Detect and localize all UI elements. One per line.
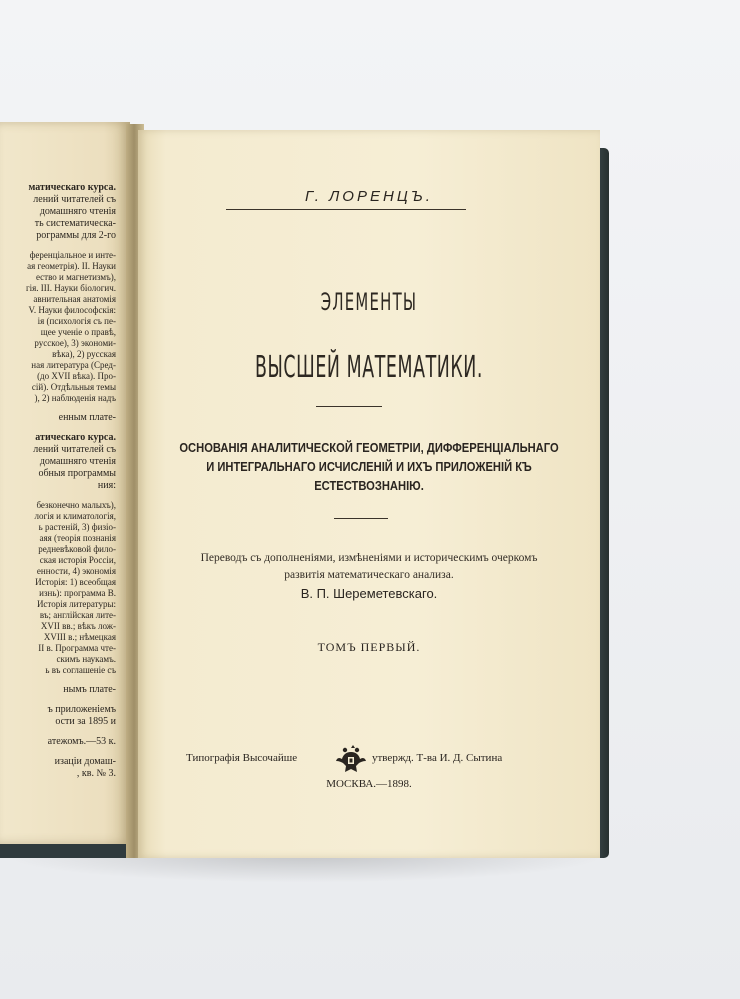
left-page-line: атическаго курса. (35, 432, 116, 443)
left-page-line: скимъ наукамъ. (56, 654, 116, 664)
left-page-line (0, 676, 116, 684)
left-page-line: русское), 3) экономи- (34, 338, 116, 348)
left-page-line: нымъ плате- (63, 684, 116, 695)
left-page-line: въ; англійская лите- (39, 610, 116, 620)
left-page-line: матическаго курса. (28, 182, 116, 193)
printer-right: утвержд. Т-ва И. Д. Сытина (372, 752, 503, 764)
divider-rule-1 (316, 406, 382, 407)
left-page-line: XVIII в.; нѣмецкая (43, 632, 116, 642)
left-page-line: енности, 4) экономія (36, 566, 116, 576)
left-page-line: гія. III. Науки біологич. (25, 283, 116, 293)
divider-rule-2 (334, 518, 388, 519)
left-page-line: логія и климатологія, (34, 511, 116, 521)
left-page-line: ости за 1895 и (55, 716, 116, 727)
left-page-line: лений читателей съ (33, 194, 116, 205)
volume-label: ТОМЪ ПЕРВЫЙ. (317, 640, 421, 654)
left-page-line (0, 748, 116, 756)
left-page-line: вѣка), 2) русская (52, 349, 116, 359)
left-page-line: Исторія: 1) всеобщая (35, 577, 116, 587)
left-page-line: безконечно малыхъ), (36, 500, 116, 510)
title-line-1: ЭЛЕМЕНТЫ (320, 288, 418, 316)
left-page-line: аяя (теорія познанія (39, 533, 116, 543)
left-page-line: енным плате- (58, 412, 116, 423)
left-page-line (0, 728, 116, 736)
subtitle-line-2: И ИНТЕГРАЛЬНАГО ИСЧИСЛЕНІЙ И ИХЪ ПРИЛОЖЕНІЙ КЪ (206, 459, 532, 474)
left-page-line: рограммы для 2-го (36, 230, 116, 241)
left-page-line: ество и магнетизмъ), (35, 272, 116, 282)
title-line-2: ВЫСШЕЙ МАТЕМАТИКИ. (254, 350, 484, 385)
left-page-line: домашняго чтенія (39, 206, 116, 217)
left-page-line: ная литература (Сред- (31, 360, 116, 370)
left-page-line: изнь): программа В. (39, 588, 116, 598)
author-rule (226, 209, 466, 210)
left-page-text (0, 182, 116, 780)
left-page-line: ференціальное и инте- (29, 250, 116, 260)
left-page-line: ская исторія Россіи, (39, 555, 116, 565)
left-page-line (0, 696, 116, 704)
author-name: Г. ЛОРЕНЦЪ. (305, 188, 433, 205)
left-page-line: лений читателей съ (33, 444, 116, 455)
left-page-line: щее ученіе о правѣ, (40, 327, 116, 337)
translation-line-1: Переводъ съ дополненіями, измѣненіями и историческимъ очеркомъ (200, 552, 538, 564)
left-page-line (0, 492, 116, 500)
left-page-line (0, 242, 116, 250)
left-page-line: домашняго чтенія (39, 456, 116, 467)
translation-line-2: развитія математическаго анализа. (284, 569, 454, 581)
left-page-line: ть систематическа- (34, 218, 116, 229)
left-page-line: (до XVII вѣка). Про- (37, 371, 116, 381)
city-year: МОСКВА.—1898. (326, 778, 412, 790)
left-page-line (0, 404, 116, 412)
left-page-line: авнительная анатомія (33, 294, 116, 304)
left-page-line: ния: (97, 480, 116, 491)
subtitle-line-1: ОСНОВАНІЯ АНАЛИТИЧЕСКОЙ ГЕОМЕТРІИ, ДИФФЕРЕНЦІАЛЬНАГО (179, 440, 559, 455)
left-page-line: , кв. № 3. (76, 768, 116, 779)
left-page-line: ь въ соглашеніе съ (45, 665, 116, 675)
left-page-line: редневѣковой фило- (38, 544, 116, 554)
left-page (0, 122, 130, 844)
left-page-line: атежомъ.—53 к. (47, 736, 116, 747)
printer-left: Типографія Высочайше (186, 752, 298, 764)
left-page-line: V. Науки философскія: (28, 305, 116, 315)
book-shadow (0, 855, 610, 883)
left-page-line: ), 2) наблюденія надъ (34, 393, 116, 403)
left-page-line: Исторія литературы: (36, 599, 116, 609)
left-page-line (0, 424, 116, 432)
left-page-line: II в. Программа чте- (38, 643, 116, 653)
subtitle (138, 438, 600, 495)
left-page-line: XVII вв.; вѣкъ лож- (40, 621, 116, 631)
double-headed-eagle-icon (334, 742, 368, 776)
left-page-line: сій). Отдѣльныя темы (31, 382, 116, 392)
title-page (138, 130, 600, 858)
left-page-line: ая геометрія). II. Науки (27, 261, 116, 271)
left-page-line: ія (психологія съ пе- (37, 316, 116, 326)
translation-note (138, 550, 600, 584)
subtitle-line-3: ЕСТЕСТВОЗНАНІЮ. (314, 478, 424, 493)
left-page-line: изаціи домаш- (54, 756, 116, 767)
left-page-line: обныя программы (38, 468, 116, 479)
translator-name: В. П. Шереметевскаго. (300, 586, 438, 601)
left-page-line: ь растеній, 3) физіо- (38, 522, 116, 532)
left-page-line: ъ приложеніемъ (47, 704, 116, 715)
